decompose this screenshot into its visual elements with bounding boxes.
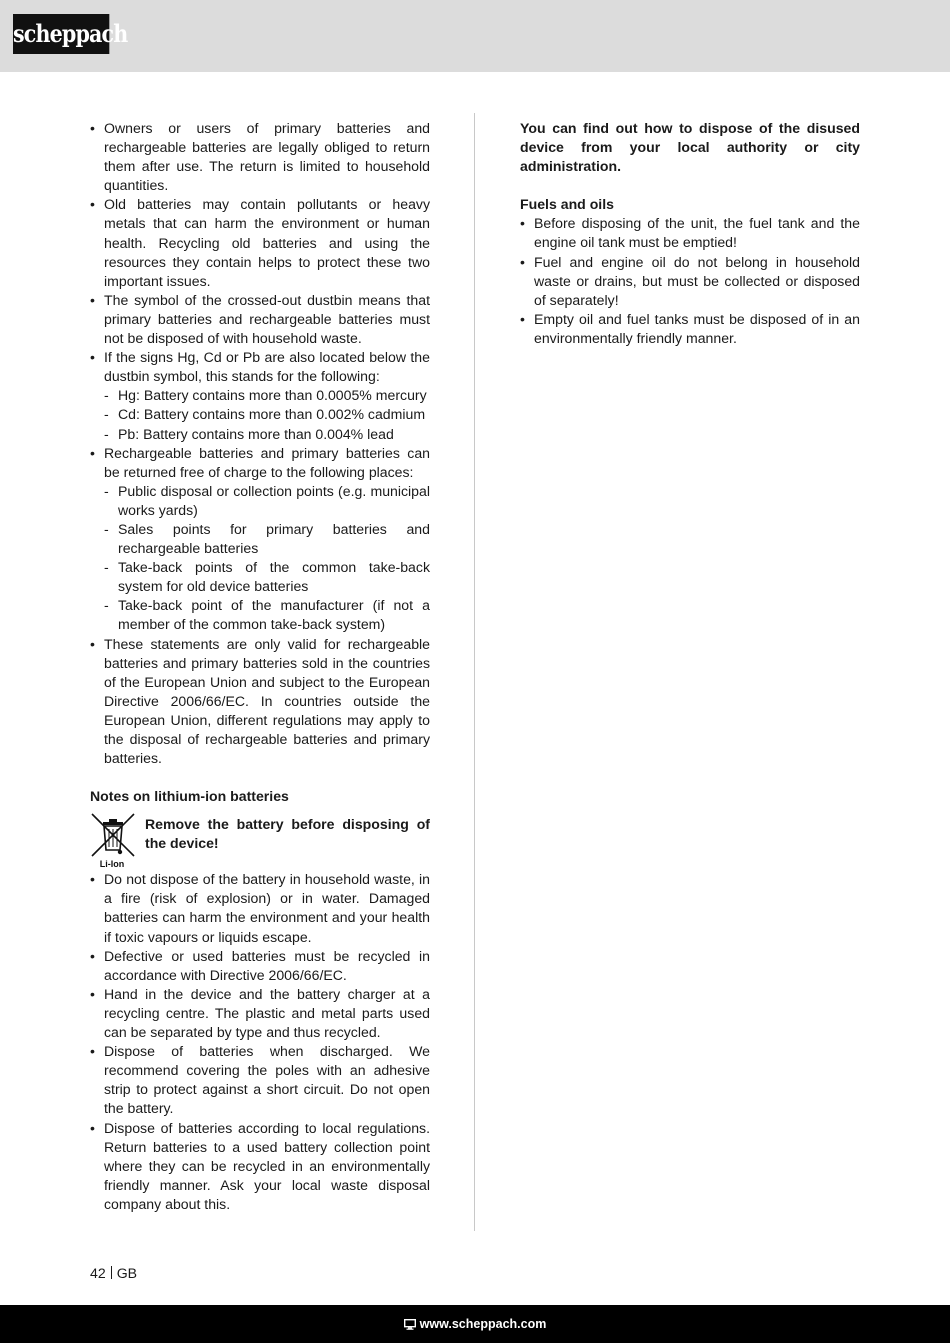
sub-list-item: - Pb: Battery contains more than 0.004% lead <box>104 425 430 444</box>
fuels-bullet-list <box>520 214 860 348</box>
sub-list-item: - Sales points for primary batteries and rechargeable batteries <box>104 520 430 558</box>
remove-battery-warning: Remove the battery before disposing of the device! <box>145 816 430 852</box>
list-item: • Owners or users of primary batteries and rechargeable batteries are legally obliged to return them after use. The return is limited to household quantities. <box>90 119 430 195</box>
list-item: • Dispose of batteries according to local regulations. Return batteries to a used battery collection point where they can be recycled in an environmentally friendly manner. Ask your local waste disposal company about this. <box>90 1119 430 1214</box>
scheppach-logo: scheppach <box>13 14 109 54</box>
sub-list-item: - Hg: Battery contains more than 0.0005% mercury <box>104 386 430 405</box>
website-link[interactable]: www.scheppach.com <box>419 1317 547 1331</box>
list-item: • Hand in the device and the battery charger at a recycling centre. The plastic and metal parts used can be separated by type and thus recycled. <box>90 985 430 1042</box>
language-code: GB <box>116 1265 138 1281</box>
right-column <box>520 119 860 348</box>
list-item: • Old batteries may contain pollutants or heavy metals that can harm the environment or human health. Recycling old batteries and using the resources they contain helps to protect these two important issues. <box>90 195 430 290</box>
heavy-metal-sublist <box>104 386 430 443</box>
sub-list-item: - Cd: Battery contains more than 0.002% cadmium <box>104 405 430 424</box>
list-item: • If the signs Hg, Cd or Pb are also located below the dustbin symbol, this stands for the following: - Hg: Battery contains more than 0.0005% mercury - Cd: Battery contains more than 0.002% cadmium - Pb: Battery contains more than 0.004% lead <box>90 348 430 443</box>
battery-warning <box>90 812 430 870</box>
list-item: • The symbol of the crossed-out dustbin means that primary batteries and rechargeable batteries must not be disposed of with household waste. <box>90 291 430 348</box>
list-item: • Empty oil and fuel tanks must be disposed of in an environmentally friendly manner. <box>520 310 860 348</box>
monitor-icon <box>404 1319 416 1330</box>
page-number-value: 42 <box>90 1265 106 1281</box>
list-item: • Before disposing of the unit, the fuel tank and the engine oil tank must be emptied! <box>520 214 860 252</box>
list-item: • These statements are only valid for rechargeable batteries and primary batteries sold in the countries of the European Union and subject to the European Directive 2006/66/EC. In countries outside the European Union, different regulations may apply to the disposal of rechargeable batteries and primary batteries. <box>90 635 430 769</box>
column-divider <box>474 113 475 1231</box>
list-item: • Fuel and engine oil do not belong in household waste or drains, but must be collected or disposed of separately! <box>520 253 860 310</box>
return-places-sublist <box>104 482 430 635</box>
page-header <box>0 0 950 72</box>
fuels-and-oils-heading: Fuels and oils <box>520 196 614 213</box>
list-item: • Defective or used batteries must be recycled in accordance with Directive 2006/66/EC. <box>90 947 430 985</box>
page-number-separator <box>111 1266 112 1279</box>
li-ion-label: Li-Ion <box>99 859 125 870</box>
list-item: • Do not dispose of the battery in household waste, in a fire (risk of explosion) or in water. Damaged batteries can harm the environment and your health if toxic vapours or liquids escape. <box>90 870 430 946</box>
crossed-out-dustbin-icon <box>90 812 136 870</box>
battery-bullet-list <box>90 119 430 768</box>
lithium-bullet-list <box>90 870 430 1214</box>
page-number <box>90 1264 137 1283</box>
list-item: • Dispose of batteries when discharged. We recommend covering the poles with an adhesive strip to protect against a short circuit. Do not open the battery. <box>90 1042 430 1118</box>
sub-list-item: - Public disposal or collection points (e.g. municipal works yards) <box>104 482 430 520</box>
sub-list-item: - Take-back points of the common take-back system for old device batteries <box>104 558 430 596</box>
lithium-ion-heading: Notes on lithium-ion batteries <box>90 788 289 805</box>
page-footer <box>0 1305 950 1343</box>
list-item: • Rechargeable batteries and primary batteries can be returned free of charge to the following places: - Public disposal or collection points (e.g. municipal works yards) - Sales points for primary batteries and rechargeable batteries - Take-back points of the common take-back system for old device batteries - Take-back point of the manufacturer (if not a member of the common take-back system) <box>90 444 430 635</box>
disposal-authority-note: You can find out how to dispose of the disused device from your local authority or city administration. <box>520 120 860 175</box>
left-column <box>90 119 430 1214</box>
sub-list-item: - Take-back point of the manufacturer (if not a member of the common take-back system) <box>104 596 430 634</box>
